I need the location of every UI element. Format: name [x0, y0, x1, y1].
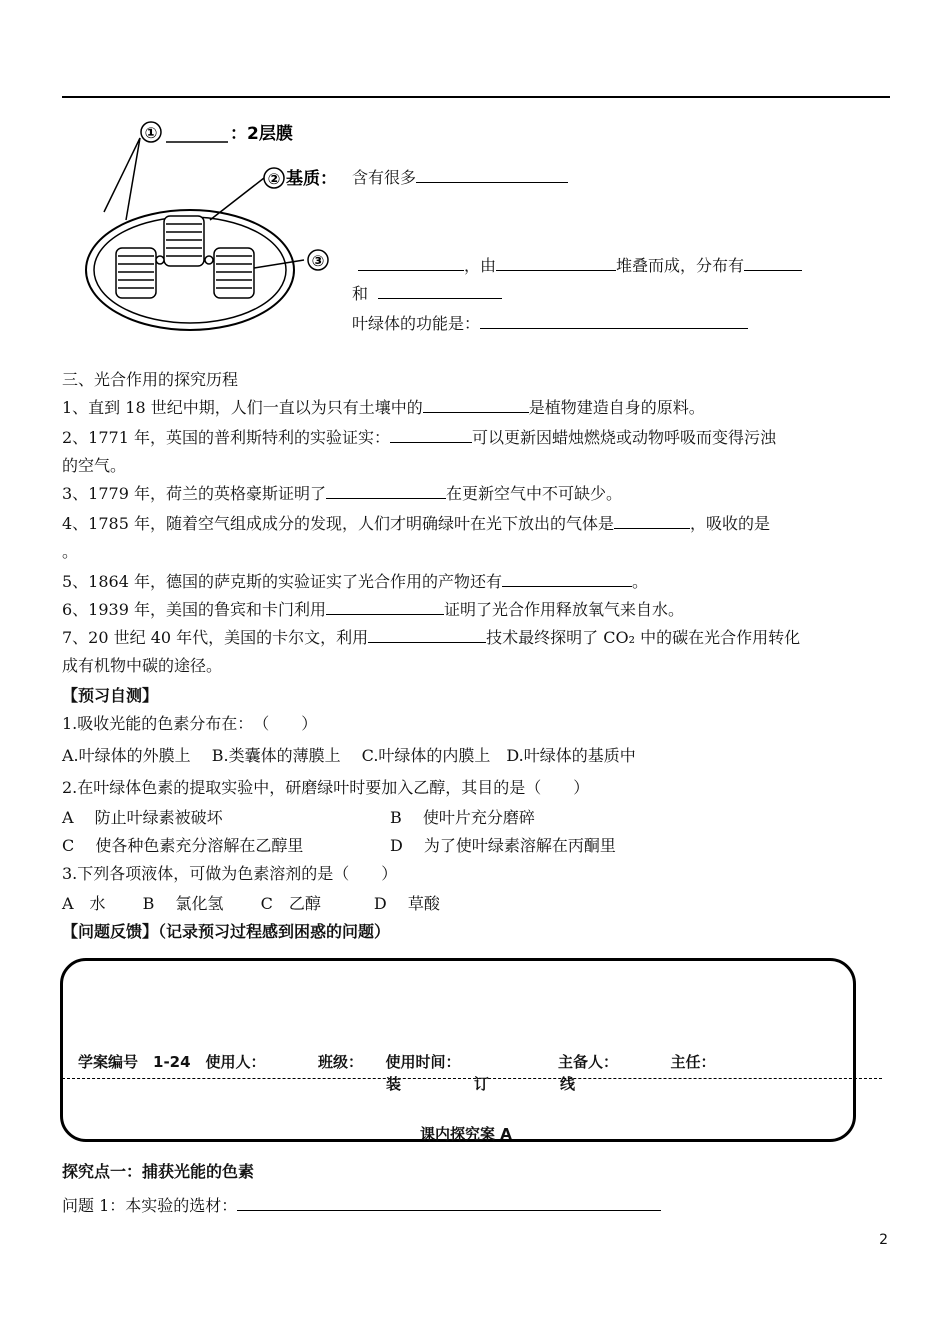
option-2a: A 防止叶绿素被破坏 — [62, 808, 223, 827]
selftest-title: 【预习自测】 — [62, 686, 159, 705]
stroma-line: 含有很多 — [352, 168, 568, 188]
label-3-number: ③ — [311, 252, 325, 270]
answer-blank[interactable] — [502, 572, 632, 587]
question-3-options: A 水 B 氯化氢 C 乙醇 D 草酸 — [62, 894, 440, 913]
option-2d: D 为了使叶绿素溶解在丙酮里 — [390, 836, 616, 855]
question-3: 3.下列各项液体，可做为色素溶剂的是（ ） — [62, 864, 398, 883]
answer-blank[interactable] — [416, 168, 568, 183]
answer-blank[interactable] — [496, 256, 616, 271]
function-line: 叶绿体的功能是： — [352, 314, 748, 334]
question-2: 2.在叶绿体色素的提取实验中，研磨绿叶时要加入乙醇，其目的是（ ） — [62, 778, 590, 797]
label-2-text: 基质： — [286, 169, 337, 189]
option-2c: C 使各种色素充分溶解在乙醇里 — [62, 836, 304, 855]
answer-blank[interactable] — [423, 398, 529, 413]
binding-header: 学案编号 1-24 使用人： 班级： 使用时间： 主备人： 主任： — [78, 1053, 716, 1071]
feedback-title: 【问题反馈】（记录预习过程感到困惑的问题） — [62, 922, 391, 941]
label-2-number: ② — [267, 170, 281, 188]
history-item-2: 2、1771 年，英国的普利斯特利的实验证实： 可以更新因蜡烛燃烧或动物呼吸而变得污浊 — [62, 428, 777, 447]
history-item-7-cont: 成有机物中碳的途径。 — [62, 656, 223, 675]
label-1-text: ：2层膜 — [230, 124, 293, 144]
history-item-7: 7、20 世纪 40 年代，美国的卡尔文，利用 技术最终探明了 CO₂ 中的碳在光合作用转化 — [62, 628, 801, 647]
binding-xian: 线 — [560, 1075, 576, 1093]
answer-blank[interactable] — [480, 314, 748, 329]
page-number: 2 — [879, 1232, 888, 1248]
grana-line: ，由 堆叠而成，分布有 — [358, 256, 802, 276]
history-item-1: 1、直到 18 世纪中期，人们一直以为只有土壤中的 是植物建造自身的原料。 — [62, 398, 705, 417]
label-1-number: ① — [144, 124, 158, 142]
binding-ding: 订 — [474, 1075, 490, 1093]
section-title: 三、光合作用的探究历程 — [62, 370, 239, 389]
history-item-2-cont: 的空气。 — [62, 456, 127, 475]
history-item-4: 4、1785 年，随着空气组成成分的发现，人们才明确绿叶在光下放出的气体是 ，吸收的是 — [62, 514, 771, 533]
answer-blank[interactable] — [237, 1196, 661, 1211]
inclass-title: 课内探究案 A — [420, 1125, 512, 1143]
feedback-box[interactable] — [60, 958, 856, 1142]
answer-blank[interactable] — [744, 256, 802, 271]
grana-right — [214, 248, 254, 298]
answer-blank[interactable] — [326, 600, 444, 615]
header-rule — [62, 96, 890, 98]
history-item-5: 5、1864 年，德国的萨克斯的实验证实了光合作用的产物还有 。 — [62, 572, 649, 591]
binding-zhuang: 装 — [386, 1075, 402, 1093]
answer-blank[interactable] — [358, 256, 464, 271]
answer-blank[interactable] — [368, 628, 486, 643]
binding-dashed-line — [62, 1078, 882, 1079]
answer-blank[interactable] — [390, 428, 472, 443]
history-item-3: 3、1779 年，荷兰的英格豪斯证明了 在更新空气中不可缺少。 — [62, 484, 623, 503]
pigment-line: 和 — [352, 284, 502, 304]
grana-left — [116, 248, 156, 298]
explore-question-1: 问题 1：本实验的选材： — [62, 1196, 661, 1216]
option-2b: B 使叶片充分磨碎 — [390, 808, 535, 827]
question-1-options: A.叶绿体的外膜上 B.类囊体的薄膜上 C.叶绿体的内膜上 D.叶绿体的基质中 — [62, 746, 636, 765]
explore-point-1: 探究点一：捕获光能的色素 — [62, 1162, 255, 1181]
answer-blank[interactable] — [378, 284, 502, 299]
answer-blank[interactable] — [326, 484, 446, 499]
question-1: 1.吸收光能的色素分布在： （ ） — [62, 714, 318, 733]
history-item-6: 6、1939 年，美国的鲁宾和卡门利用 证明了光合作用释放氧气来自水。 — [62, 600, 685, 619]
history-item-4-cont: 。 — [62, 542, 79, 561]
chloroplast-diagram — [78, 112, 338, 342]
grana-middle — [164, 216, 204, 266]
answer-blank[interactable] — [614, 514, 690, 529]
